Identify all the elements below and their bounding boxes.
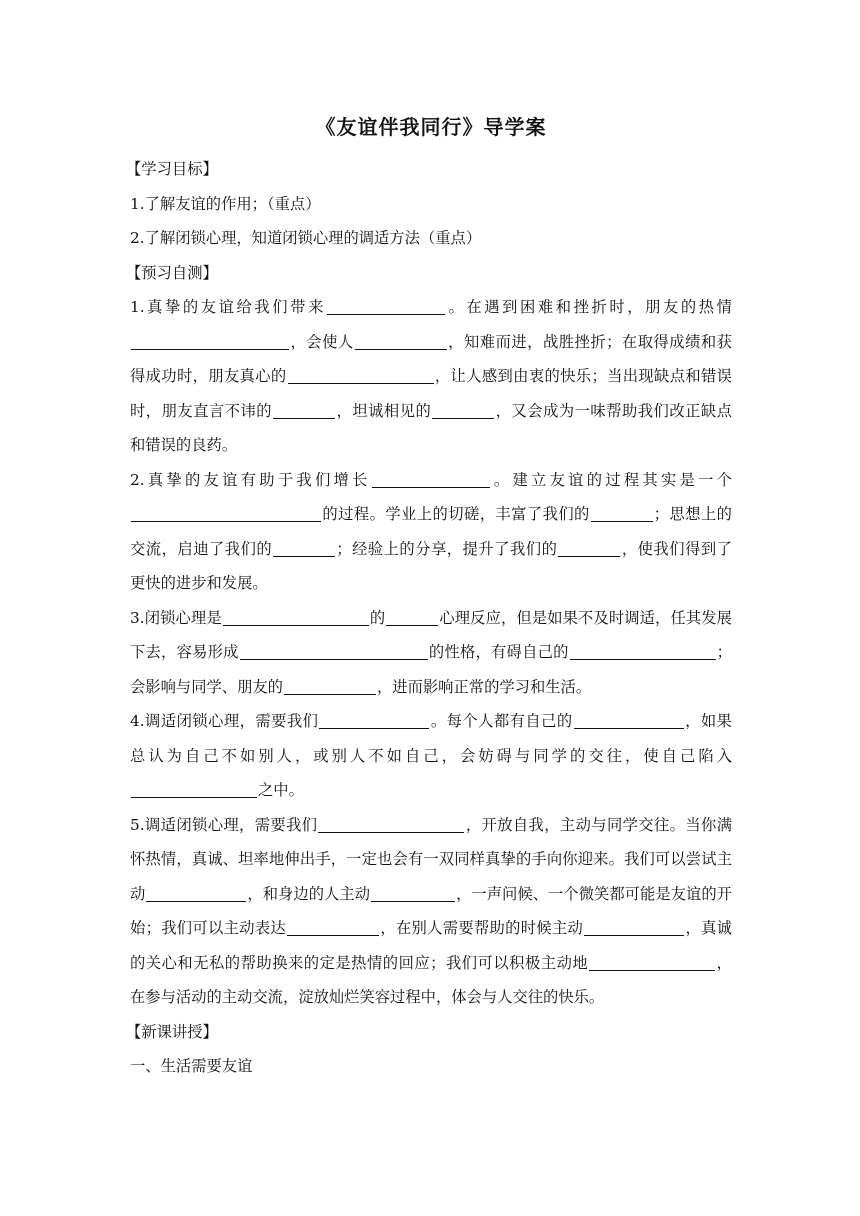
answer-blank[interactable] (131, 778, 257, 798)
question-text: 之中。 (258, 781, 304, 799)
answer-blank[interactable] (273, 399, 335, 419)
question-text: 的 (369, 608, 386, 627)
part-heading: 一、生活需要友谊 (130, 1057, 253, 1075)
question-text: ，在参与活动的主动交流，淀放灿烂笑容过程中，体会与人交往的快乐。 (130, 953, 732, 1006)
answer-blank[interactable] (432, 399, 494, 419)
question-text: ，进而影响正常的学习和生活。 (376, 677, 592, 696)
document-title: 《友谊伴我同行》导学案 (315, 115, 547, 139)
answer-blank[interactable] (591, 502, 653, 522)
answer-blank[interactable] (558, 537, 620, 557)
question-text: ，坦诚相见的 (336, 401, 432, 420)
question-text: ；经验上的分享，提升了我们的 (336, 539, 558, 558)
goal-item: 2.了解闭锁心理，知道闭锁心理的调适方法（重点） (130, 229, 482, 247)
answer-blank[interactable] (372, 468, 490, 488)
answer-blank[interactable] (223, 606, 369, 626)
section-heading-goals: 【学习目标】 (126, 160, 218, 178)
answer-blank[interactable] (589, 951, 715, 971)
question-text: 。在遇到困难和挫折时，朋友的热情 (445, 298, 732, 316)
question-2 (130, 463, 732, 601)
answer-blank[interactable] (287, 916, 379, 936)
question-text: 3.闭锁心理是 (130, 608, 222, 627)
question-text: 的过程。学业上的切磋，丰富了我们的 (322, 505, 590, 523)
answer-blank[interactable] (371, 882, 455, 902)
question-text: ，又会成为一味帮助我们改正缺点和错误的良药。 (130, 401, 732, 454)
question-3 (130, 601, 732, 705)
section-heading-preview: 【预习自测】 (126, 263, 218, 282)
answer-blank[interactable] (240, 640, 428, 660)
answer-blank[interactable] (131, 502, 321, 522)
answer-blank[interactable] (355, 330, 447, 350)
question-1 (130, 290, 732, 463)
answer-blank[interactable] (574, 709, 684, 729)
question-text: ；思想上的交流，启迪了我们的 (130, 505, 732, 558)
question-text: ，知难而进，战胜挫折；在取得成绩和获得成功时，朋友真心的 (130, 332, 732, 385)
answer-blank[interactable] (131, 330, 289, 350)
answer-blank[interactable] (570, 640, 716, 660)
answer-blank[interactable] (288, 364, 434, 384)
answer-blank[interactable] (327, 295, 445, 315)
question-text: 的性格，有碍自己的 (428, 643, 569, 661)
question-text: ；会影响与同学、朋友的 (130, 643, 732, 696)
question-text: 。每个人都有自己的 (430, 712, 573, 730)
question-text: 5.调适闭锁心理，需要我们 (130, 815, 318, 834)
question-text: ，和身边的人主动 (247, 884, 371, 903)
answer-blank[interactable] (146, 882, 246, 902)
question-text: ，会使人 (290, 332, 354, 351)
question-text: 。建立友谊的过程其实是一个 (490, 470, 732, 489)
question-text: ，使我们得到了更快的进步和发展。 (130, 539, 732, 592)
question-4 (130, 704, 732, 808)
question-text: ，开放自我，主动与同学交往。当你满怀热情，真诚、坦率地伸出手，一定也会有一双同样真挚的手向你迎来。我们可以尝试主动 (130, 815, 732, 903)
answer-blank[interactable] (386, 606, 438, 626)
question-text: ，真诚的关心和无私的帮助换来的定是热情的回应；我们可以积极主动地 (130, 919, 732, 972)
question-5 (130, 808, 732, 1015)
question-text: ，如果总认为自己不如别人，或别人不如自己，会妨碍与同学的交往，使自己陷入 (130, 712, 732, 765)
answer-blank[interactable] (284, 675, 376, 695)
question-text: 2.真挚的友谊有助于我们增长 (130, 470, 371, 489)
question-text: ，一声问候、一个微笑都可能是友谊的开始；我们可以主动表达 (130, 884, 732, 937)
answer-blank[interactable] (584, 916, 684, 936)
question-text: 心理反应，但是如果不及时调适，任其发展下去，容易形成 (130, 608, 732, 661)
section-heading-new-lesson: 【新课讲授】 (126, 1022, 218, 1041)
answer-blank[interactable] (273, 537, 335, 557)
answer-blank[interactable] (318, 813, 464, 833)
question-text: 1.真挚的友谊给我们带来 (130, 298, 326, 316)
goal-item: 1.了解友谊的作用；（重点） (130, 194, 321, 213)
question-text: ，在别人需要帮助的时候主动 (380, 919, 584, 937)
question-text: 4.调适闭锁心理，需要我们 (130, 712, 319, 730)
question-text: ，让人感到由衷的快乐；当出现缺点和错误时，朋友直言不讳的 (130, 367, 732, 420)
answer-blank[interactable] (319, 709, 429, 729)
